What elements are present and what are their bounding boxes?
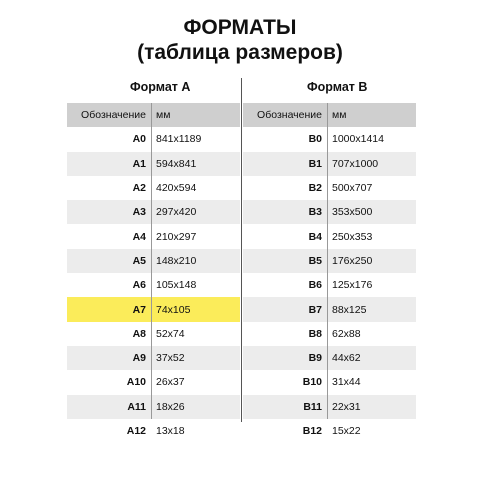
format-size: 62x88 bbox=[332, 327, 361, 340]
page-title: ФОРМАТЫ bbox=[183, 16, 297, 39]
format-a-column-separator bbox=[151, 103, 152, 419]
format-code: A0 bbox=[132, 133, 146, 146]
format-size: 176x250 bbox=[332, 254, 373, 267]
format-size: 13x18 bbox=[156, 425, 185, 437]
table-row bbox=[243, 127, 416, 151]
table-row bbox=[243, 346, 416, 370]
page-subtitle: (таблица размеров) bbox=[137, 41, 343, 64]
format-size: 18x26 bbox=[156, 400, 185, 413]
table-row bbox=[243, 152, 416, 176]
format-size: 44x62 bbox=[332, 352, 361, 365]
format-size: 353x500 bbox=[332, 206, 373, 219]
format-code: B11 bbox=[303, 400, 322, 413]
format-a-heading: Формат А bbox=[130, 80, 191, 94]
table-row bbox=[67, 395, 240, 419]
format-code: A1 bbox=[132, 157, 146, 170]
format-code: B8 bbox=[308, 327, 322, 340]
format-size: 210x297 bbox=[156, 230, 197, 243]
format-size: 841x1189 bbox=[156, 133, 202, 146]
table-row bbox=[67, 152, 240, 176]
table-header-row bbox=[67, 103, 240, 127]
table-row bbox=[67, 322, 240, 346]
format-code: B9 bbox=[308, 352, 322, 365]
col-header-size: мм bbox=[332, 109, 347, 122]
column-divider bbox=[241, 78, 242, 422]
format-size: 297x420 bbox=[156, 206, 197, 219]
format-size: 37x52 bbox=[156, 352, 185, 365]
table-row bbox=[243, 297, 416, 321]
table-row bbox=[243, 370, 416, 394]
table-row bbox=[67, 200, 240, 224]
format-size: 26x37 bbox=[156, 376, 185, 389]
format-code: B10 bbox=[302, 376, 322, 389]
table-row bbox=[67, 224, 240, 248]
format-size: 15x22 bbox=[332, 425, 361, 437]
format-code: B4 bbox=[308, 230, 322, 243]
format-size: 125x176 bbox=[332, 279, 373, 292]
format-code: A5 bbox=[132, 254, 146, 267]
format-size: 1000x1414 bbox=[332, 133, 384, 146]
col-header-code: Обозначение bbox=[257, 109, 322, 122]
table-header-row bbox=[243, 103, 416, 127]
table-row-highlighted bbox=[67, 297, 240, 321]
col-header-code: Обозначение bbox=[81, 109, 146, 122]
format-size: 88x125 bbox=[332, 303, 367, 316]
format-size: 148x210 bbox=[156, 254, 197, 267]
format-code: B12 bbox=[302, 425, 322, 437]
format-size: 500x707 bbox=[332, 182, 373, 195]
format-b-table bbox=[243, 103, 416, 443]
format-code: A6 bbox=[132, 279, 146, 292]
table-row bbox=[243, 176, 416, 200]
col-header-size: мм bbox=[156, 109, 171, 122]
format-size: 74x105 bbox=[156, 303, 191, 316]
table-row bbox=[243, 395, 416, 419]
format-code: B6 bbox=[308, 279, 322, 292]
format-code: A3 bbox=[132, 206, 146, 219]
format-code: B2 bbox=[308, 182, 322, 195]
format-size: 707x1000 bbox=[332, 157, 379, 170]
table-row bbox=[243, 419, 416, 443]
format-code: B0 bbox=[308, 133, 322, 146]
format-code: A11 bbox=[127, 400, 146, 413]
table-row bbox=[67, 419, 240, 443]
format-code: A9 bbox=[132, 352, 146, 365]
table-row bbox=[243, 273, 416, 297]
format-code: A7 bbox=[132, 303, 146, 316]
format-size: 594x841 bbox=[156, 157, 197, 170]
format-a-table bbox=[67, 103, 240, 443]
format-size: 250x353 bbox=[332, 230, 373, 243]
table-row bbox=[243, 200, 416, 224]
format-code: B7 bbox=[308, 303, 322, 316]
format-size: 31x44 bbox=[332, 376, 361, 389]
table-row bbox=[67, 346, 240, 370]
table-row bbox=[67, 249, 240, 273]
format-size: 22x31 bbox=[332, 400, 361, 413]
format-code: A4 bbox=[132, 230, 146, 243]
format-b-heading: Формат В bbox=[307, 80, 368, 94]
format-b-column-separator bbox=[327, 103, 328, 419]
format-code: B3 bbox=[308, 206, 322, 219]
table-row bbox=[67, 273, 240, 297]
format-code: A2 bbox=[132, 182, 146, 195]
table-row bbox=[67, 176, 240, 200]
format-size: 420x594 bbox=[156, 182, 197, 195]
format-code: A10 bbox=[126, 376, 146, 389]
format-size: 52x74 bbox=[156, 327, 185, 340]
table-row bbox=[67, 127, 240, 151]
format-code: A12 bbox=[126, 425, 146, 437]
table-row bbox=[243, 322, 416, 346]
table-row bbox=[243, 249, 416, 273]
format-size: 105x148 bbox=[156, 279, 197, 292]
format-code: B5 bbox=[308, 254, 322, 267]
table-row bbox=[243, 224, 416, 248]
format-code: A8 bbox=[132, 327, 146, 340]
format-code: B1 bbox=[308, 157, 322, 170]
table-row bbox=[67, 370, 240, 394]
